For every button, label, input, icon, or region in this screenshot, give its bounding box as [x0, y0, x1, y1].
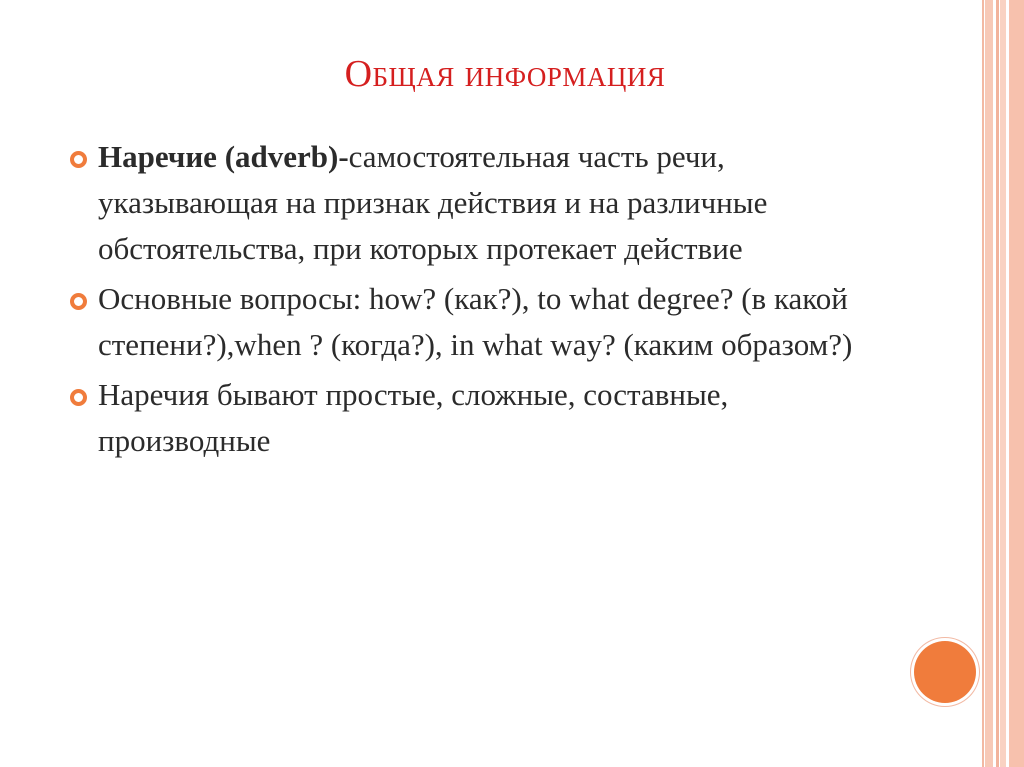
bullet-text: Наречия бывают простые, сложные, составные, производные	[98, 377, 729, 458]
bullet-item	[64, 372, 884, 464]
bullet-circle-icon	[70, 389, 87, 406]
bullet-item	[64, 134, 884, 272]
bullet-list	[64, 134, 884, 468]
decorative-stripe	[982, 0, 984, 767]
slide-title: Общая информация	[344, 53, 666, 95]
decorative-stripe	[996, 0, 999, 767]
bullet-item	[64, 276, 884, 368]
decorative-stripe	[1009, 0, 1024, 767]
decorative-stripe	[1000, 0, 1006, 767]
bullet-text: самостоятельная часть речи, указывающая на признак действия и на различные обстоятельства, при которых протекает действие	[98, 139, 768, 266]
decorative-circle-icon	[914, 641, 976, 703]
decorative-stripe	[985, 0, 993, 767]
bullet-circle-icon	[70, 151, 87, 168]
bullet-circle-icon	[70, 293, 87, 310]
bullet-bold-text: Наречие (adverb)-	[98, 139, 349, 174]
bullet-text: Основные вопросы: how? (как?), to what degree? (в какой степени?),when ? (когда?), in what way? (каким образом?)	[98, 281, 853, 362]
